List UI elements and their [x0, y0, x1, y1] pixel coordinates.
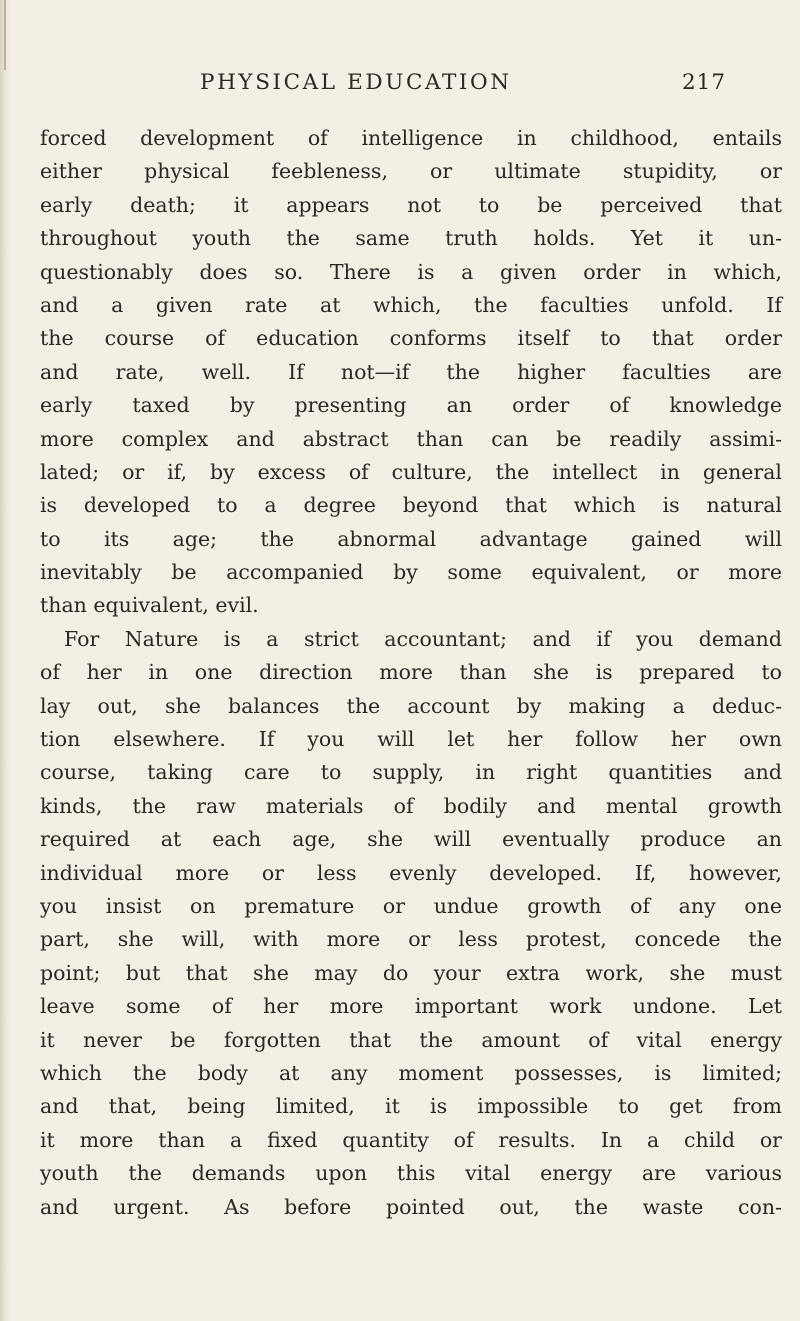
text-line: more complex and abstract than can be readily assimi-	[40, 426, 782, 451]
page-number: 217	[682, 70, 727, 95]
text-line: lated; or if, by excess of culture, the intellect in general	[40, 459, 782, 484]
text-line: youth the demands upon this vital energy are various	[40, 1161, 782, 1186]
text-line: of her in one direction more than she is prepared to	[40, 660, 782, 685]
running-header	[0, 63, 800, 103]
text-line: early taxed by presenting an order of knowledge	[40, 393, 782, 418]
text-line: which the body at any moment possesses, is limited;	[40, 1060, 782, 1085]
text-line: and urgent. As before pointed out, the waste con-	[40, 1194, 782, 1219]
text-line: and rate, well. If not—if the higher faculties are	[40, 359, 782, 384]
text-line: to its age; the abnormal advantage gained will	[40, 526, 782, 551]
paragraph-first-line: For Nature is a strict accountant; and if you demand	[64, 626, 782, 651]
text-line: required at each age, she will eventually produce an	[40, 827, 782, 852]
text-line: is developed to a degree beyond that which is natural	[40, 493, 782, 518]
page-binding-edge	[0, 0, 10, 1321]
text-line: it more than a fixed quantity of results. In a child or	[40, 1127, 782, 1152]
text-line: it never be forgotten that the amount of vital energy	[40, 1027, 782, 1052]
text-line: early death; it appears not to be perceived that	[40, 192, 782, 217]
text-line: you insist on premature or undue growth of any one	[40, 893, 782, 918]
text-line: part, she will, with more or less protest, concede the	[40, 927, 782, 952]
page-binding-line	[4, 0, 6, 70]
text-line: point; but that she may do your extra work, she must	[40, 960, 782, 985]
running-title: PHYSICAL EDUCATION	[200, 70, 512, 95]
text-line: tion elsewhere. If you will let her follow her own	[40, 727, 782, 752]
paragraph-end-line: than equivalent, evil.	[40, 593, 259, 618]
body-text	[40, 122, 782, 1224]
text-line: questionably does so. There is a given order in which,	[40, 259, 782, 284]
text-line: individual more or less evenly developed. If, however,	[40, 860, 782, 885]
text-line: and a given rate at which, the faculties unfold. If	[40, 292, 782, 317]
text-line: throughout youth the same truth holds. Yet it un-	[40, 226, 782, 251]
text-line: course, taking care to supply, in right quantities and	[40, 760, 782, 785]
text-line: forced development of intelligence in childhood, entails	[40, 126, 782, 150]
text-line: leave some of her more important work undone. Let	[40, 994, 782, 1019]
text-line: the course of education conforms itself to that order	[40, 326, 782, 351]
text-line: lay out, she balances the account by making a deduc-	[40, 693, 782, 718]
text-line: and that, being limited, it is impossible to get from	[40, 1094, 782, 1119]
text-line: inevitably be accompanied by some equivalent, or more	[40, 560, 782, 585]
text-line: kinds, the raw materials of bodily and mental growth	[40, 793, 782, 818]
text-line: either physical feebleness, or ultimate stupidity, or	[40, 159, 782, 184]
